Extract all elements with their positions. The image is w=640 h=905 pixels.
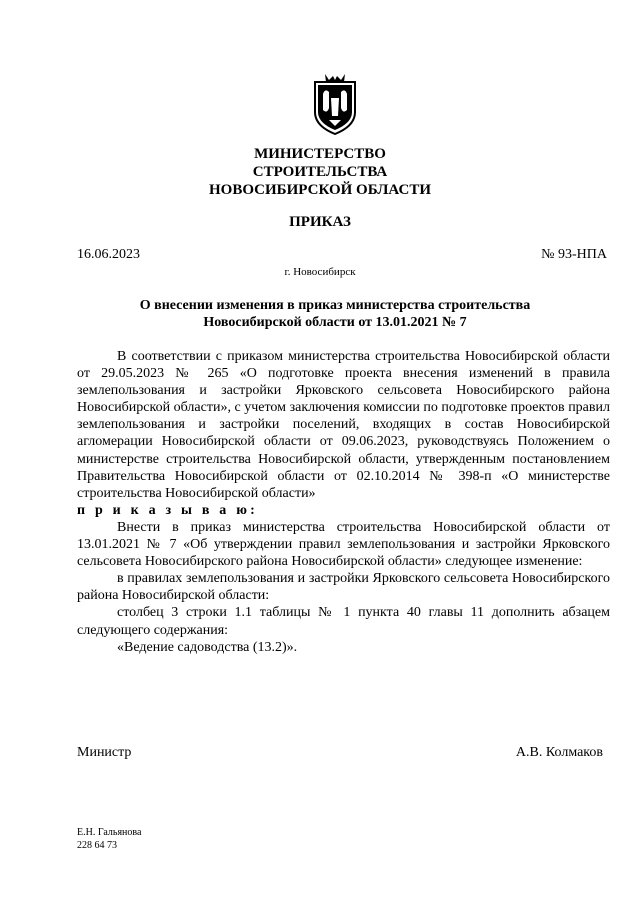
executor-phone: 228 64 73	[77, 840, 117, 851]
document-title	[60, 297, 610, 331]
order-word: п р и к а з ы в а ю:	[77, 502, 258, 518]
ministry-name	[0, 145, 640, 199]
signer-position: Министр	[77, 745, 132, 760]
signer-name: А.В. Колмаков	[515, 745, 603, 760]
ministry-line-1: МИНИСТЕРСТВО	[254, 146, 386, 162]
title-line-2: Новосибирской области от 13.01.2021 № 7	[203, 315, 467, 330]
executor-name: Е.Н. Гальянова	[77, 827, 142, 838]
document-type: ПРИКАЗ	[289, 214, 351, 230]
document-date: 16.06.2023	[77, 247, 140, 262]
title-line-1: О внесении изменения в приказ министерства строительства	[139, 298, 531, 313]
document-body	[77, 348, 610, 656]
body-paragraph-5: «Ведение садоводства (13.2)».	[117, 639, 298, 655]
ministry-line-3: НОВОСИБИРСКОЙ ОБЛАСТИ	[208, 182, 432, 198]
body-paragraph-1: В соответствии с приказом министерства строительства Новосибирской области от 29.05.2023 № 265 «О подготовке проекта внесения изменений в правила землепользования и застройки Ярковского сельсовета Новосибирского района Новосибирской области», с учетом заключения комиссии по подготовке проектов правил землепользования и застройки поселений, входящих в состав Новосибирской агломерации Новосибирской области от 09.06.2023, руководствуясь Положением о министерстве строительства Новосибирской области, утвержденным постановлением Правительства Новосибирской области от 02.10.2014 № 398-п «О министерстве строительства Новосибирской области»	[77, 349, 610, 501]
body-paragraph-3: в правилах землепользования и застройки Ярковского сельсовета Новосибирского района Новосибирской области:	[77, 571, 610, 604]
document-city: г. Новосибирск	[284, 266, 356, 278]
coat-of-arms-icon	[311, 68, 359, 136]
body-paragraph-2: Внести в приказ министерства строительства Новосибирской области от 13.01.2021 № 7 «Об утверждении правил землепользования и застройки Ярковского сельсовета Новосибирского района Новосибирской области» следующее изменение:	[77, 519, 610, 570]
document-number: № 93-НПА	[541, 247, 607, 262]
ministry-line-2: СТРОИТЕЛЬСТВА	[252, 164, 388, 180]
body-paragraph-4: столбец 3 строки 1.1 таблицы № 1 пункта 40 главы 11 дополнить абзацем следующего содержания:	[77, 605, 610, 638]
executor-info	[77, 826, 141, 852]
